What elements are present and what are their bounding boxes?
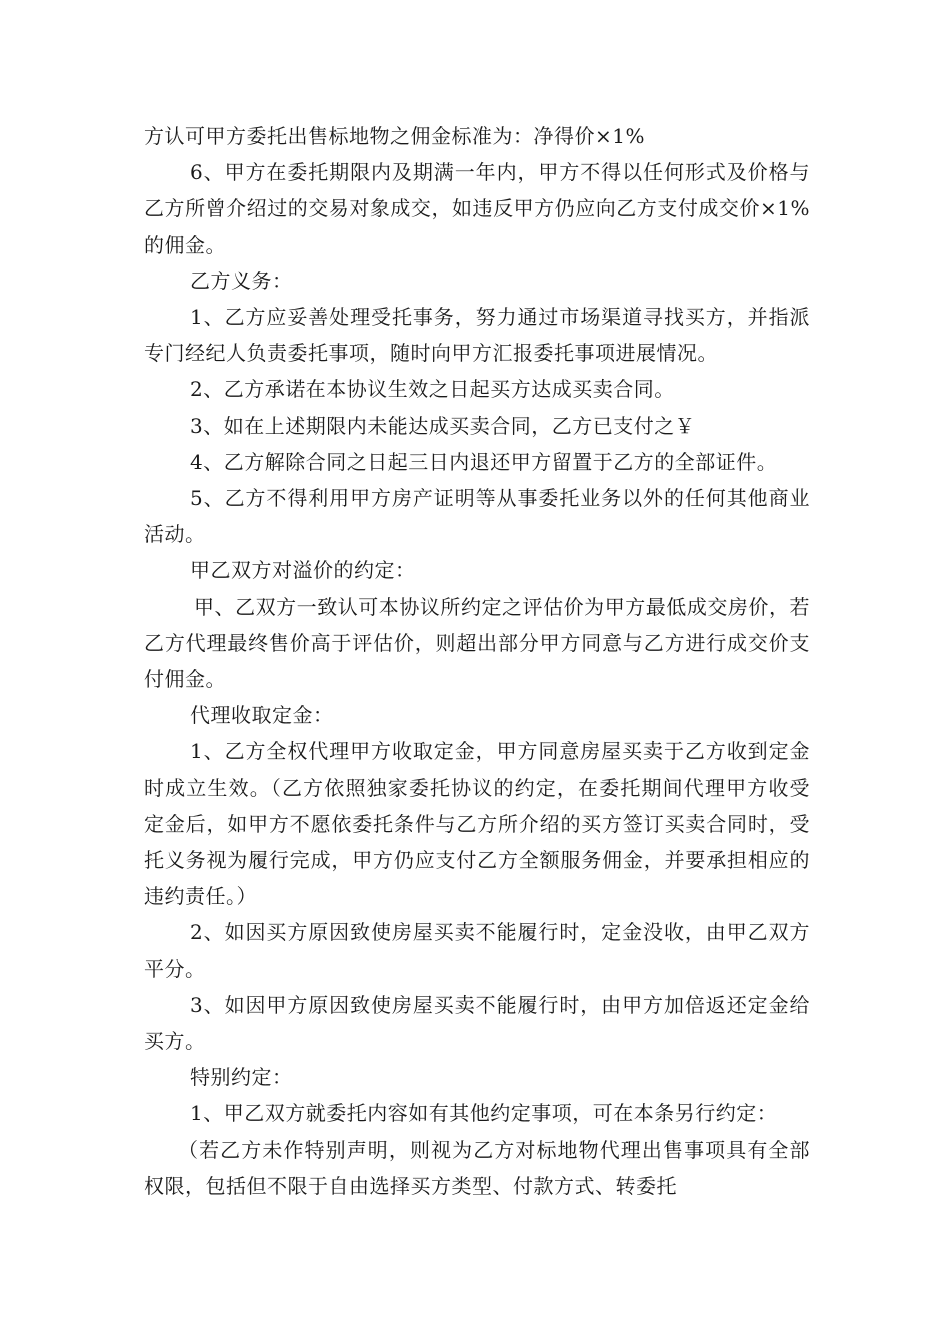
paragraph-commission-standard: 方认可甲方委托出售标地物之佣金标准为：净得价×1% bbox=[144, 124, 645, 148]
heading-deposit-collection: 代理收取定金： bbox=[190, 703, 334, 728]
paragraph-b-obligation-1: 1、乙方应妥善处理受托事务，努力通过市场渠道寻找买方，并指派专门经纪人负责委托事项，随时向甲方汇报委托事项进展情况。 bbox=[144, 305, 810, 366]
paragraph-b-obligation-3: 3、如在上述期限内未能达成买卖合同，乙方已支付之￥ bbox=[190, 413, 696, 438]
heading-party-b-obligations: 乙方义务： bbox=[190, 268, 293, 293]
paragraph-b-obligation-4: 4、乙方解除合同之日起三日内退还甲方留置于乙方的全部证件。 bbox=[190, 449, 778, 474]
heading-premium-agreement: 甲乙双方对溢价的约定： bbox=[190, 558, 416, 583]
paragraph-deposit-1: 1、乙方全权代理甲方收取定金，甲方同意房屋买卖于乙方收到定金时成立生效。（乙方依照独家委托协议的约定，在委托期间代理甲方收受定金后，如甲方不愿依委托条件与乙方所介绍的买方签订买卖合同时，受托义务视为履行完成，甲方仍应支付乙方全额服务佣金，并要承担相应的违约责任。） bbox=[144, 739, 810, 909]
heading-special-agreement: 特别约定： bbox=[190, 1065, 293, 1090]
paragraph-premium-agreement: 甲、乙双方一致认可本协议所约定之评估价为甲方最低成交房价，若乙方代理最终售价高于评估价，则超出部分甲方同意与乙方进行成交价支付佣金。 bbox=[144, 594, 810, 692]
paragraph-special-1: 1、甲乙双方就委托内容如有其他约定事项，可在本条另行约定： bbox=[190, 1101, 778, 1126]
paragraph-deposit-3: 3、如因甲方原因致使房屋买卖不能履行时，由甲方加倍返还定金给买方。 bbox=[144, 992, 810, 1054]
paragraph-b-obligation-2: 2、乙方承诺在本协议生效之日起买方达成买卖合同。 bbox=[190, 377, 675, 402]
document-body bbox=[144, 118, 810, 1204]
paragraph-deposit-2: 2、如因买方原因致使房屋买卖不能履行时，定金没收，由甲乙双方平分。 bbox=[144, 920, 810, 981]
paragraph-special-note: （若乙方未作特别声明，则视为乙方对标地物代理出售事项具有全部权限，包括但不限于自由选择买方类型、付款方式、转委托 bbox=[144, 1137, 810, 1198]
paragraph-b-obligation-5: 5、乙方不得利用甲方房产证明等从事委托业务以外的任何其他商业活动。 bbox=[144, 486, 810, 547]
paragraph-clause-6: 6、甲方在委托期限内及期满一年内，甲方不得以任何形式及价格与乙方所曾介绍过的交易对象成交，如违反甲方仍应向乙方支付成交价×1%的佣金。 bbox=[144, 160, 810, 257]
